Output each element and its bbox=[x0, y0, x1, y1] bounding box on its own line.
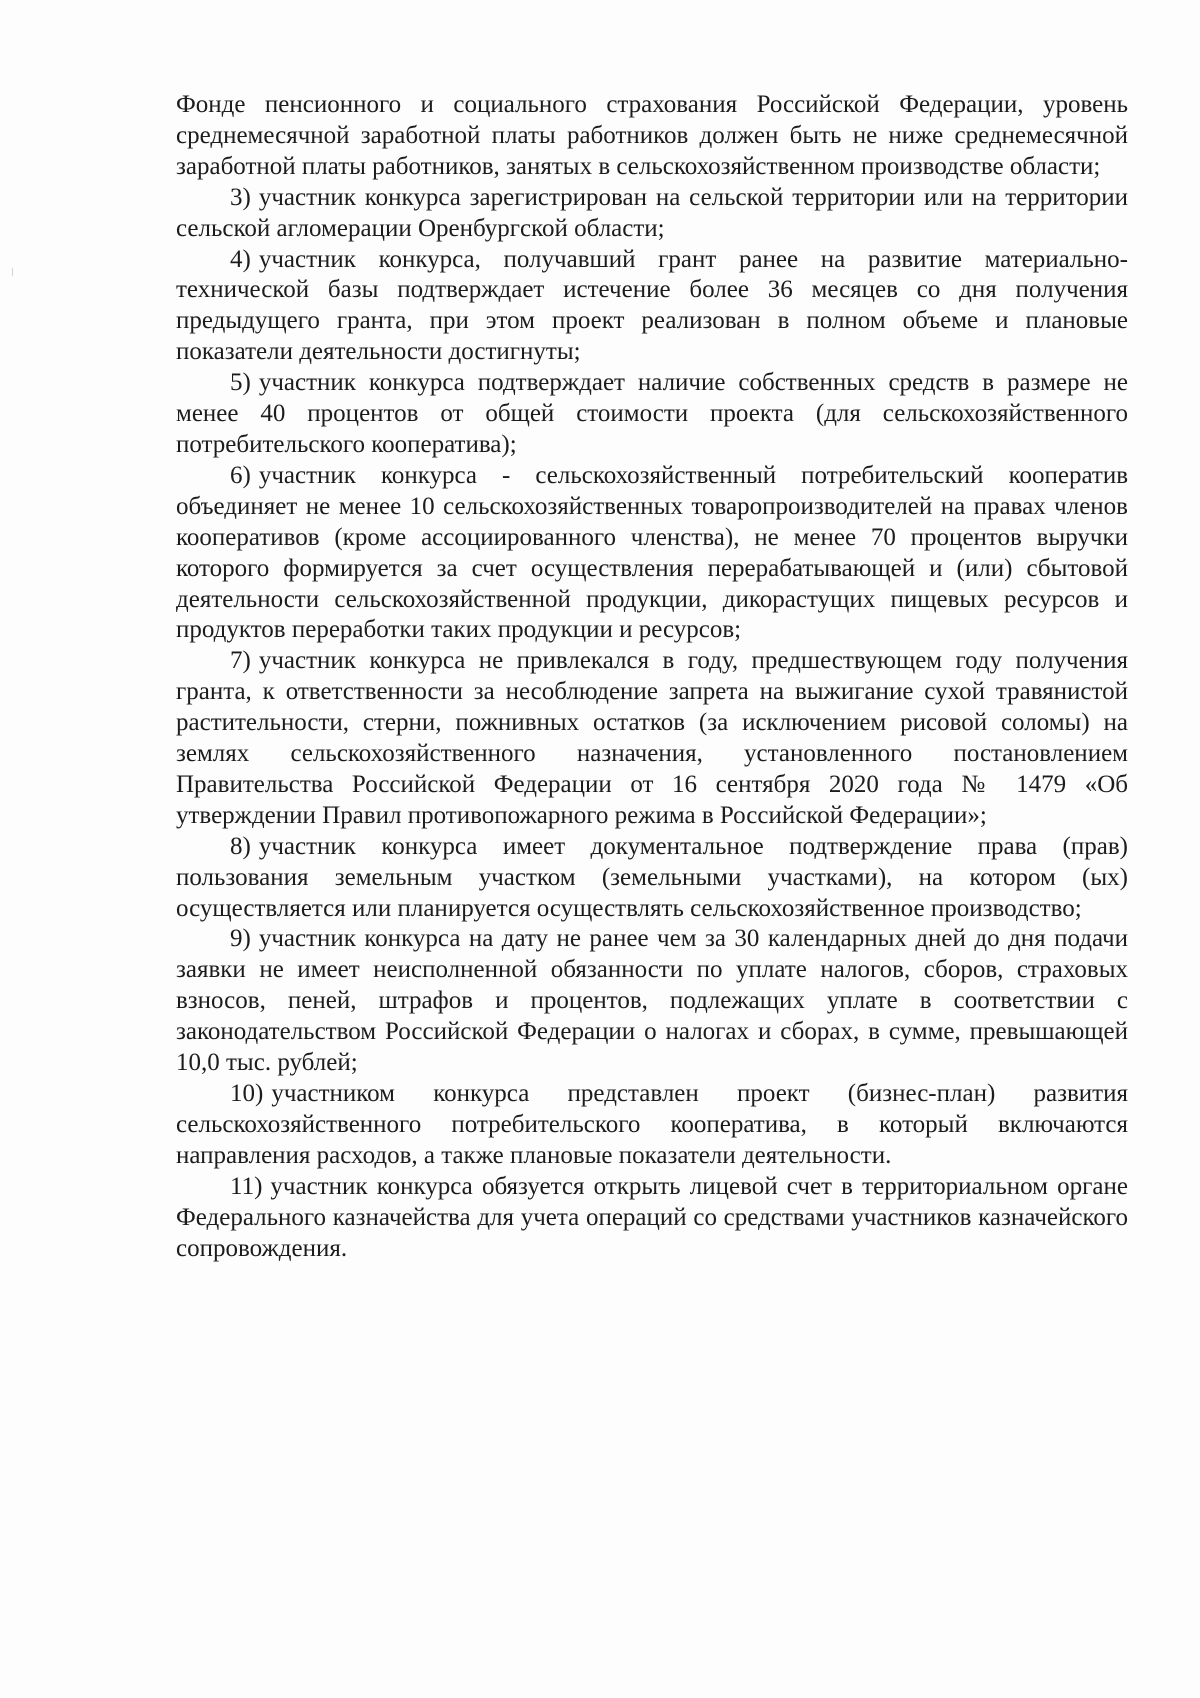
paragraph-item-10 bbox=[176, 1079, 1128, 1172]
paragraph-text: участник конкурса - сельскохозяйственный потребительский кооператив объединяет не менее 10 сельскохозяйственных товаропроизводителей на правах членов кооперативов (кроме ассоциированного членства), не менее 70 процентов выручки которого формируется за счет осуществления перерабатывающей и (или) сбытовой деятельности сельскохозяйственной продукции, дикорастущих пищевых ресурсов и продуктов переработки таких продукции и ресурсов; bbox=[176, 461, 1128, 644]
paragraph-text: участник конкурса подтверждает наличие собственных средств в размере не менее 40 процентов от общей стоимости проекта (для сельскохозяйственного потребительского кооператива); bbox=[176, 369, 1128, 458]
paragraph-text: участником конкурса представлен проект (бизнес-план) развития сельскохозяйственного потребительского кооператива, в который включаются направления расходов, а также плановые показатели деятельности. bbox=[176, 1080, 1128, 1169]
scan-artifact bbox=[12, 268, 16, 276]
paragraph-item-4 bbox=[176, 245, 1128, 369]
item-number: 7) bbox=[230, 647, 251, 675]
item-number: 8) bbox=[230, 832, 251, 860]
paragraph-continuation bbox=[176, 90, 1128, 183]
paragraph-item-5 bbox=[176, 368, 1128, 461]
paragraph-text: участник конкурса имеет документальное подтверждение права (прав) пользования земельным участком (земельными участками), на котором (ых) осуществляется или планируется осуществлять сельскохозяйственное производство; bbox=[176, 832, 1128, 922]
paragraph-text: Фонде пенсионного и социального страхования Российской Федерации, уровень среднемесячной заработной платы работников должен быть не ниже среднемесячной заработной платы работников, занятых в сельскохозяйственном производстве области; bbox=[176, 91, 1128, 180]
item-number: 6) bbox=[230, 461, 251, 489]
paragraph-item-6 bbox=[176, 461, 1128, 646]
paragraph-item-7 bbox=[176, 646, 1128, 831]
paragraph-text: участник конкурса обязуется открыть лицевой счет в территориальном органе Федерального казначейства для учета операций со средствами участников казначейского сопровождения. bbox=[176, 1172, 1128, 1262]
document-body bbox=[176, 90, 1128, 1264]
item-number: 11) bbox=[230, 1172, 263, 1200]
paragraph-item-9 bbox=[176, 924, 1128, 1079]
paragraph-item-8 bbox=[176, 832, 1128, 925]
paragraph-text: участник конкурса не привлекался в году, предшествующем году получения гранта, к ответственности за несоблюдение запрета на выжигание сухой травянистой растительности, стерни, пожнивных остатков (за исключением рисовой соломы) на землях сельскохозяйственного назначения, установленного постановлением Правительства Российской Федерации от 16 сентября 2020 года № 1479 «Об утверждении Правил противопожарного режима в Российской Федерации»; bbox=[176, 647, 1128, 829]
paragraph-text: участник конкурса зарегистрирован на сельской территории или на территории сельской агломерации Оренбургской области; bbox=[176, 183, 1128, 242]
item-number: 5) bbox=[230, 369, 251, 397]
paragraph-text: участник конкурса на дату не ранее чем за 30 календарных дней до дня подачи заявки не имеет неисполненной обязанности по уплате налогов, сборов, страховых взносов, пеней, штрафов и процентов, подлежащих уплате в соответствии с законодательством Российской Федерации о налогах и сборах, в сумме, превышающей 10,0 тыс. рублей; bbox=[176, 925, 1128, 1077]
item-number: 3) bbox=[230, 183, 251, 211]
paragraph-item-11 bbox=[176, 1172, 1128, 1265]
item-number: 4) bbox=[230, 245, 251, 273]
item-number: 9) bbox=[230, 925, 251, 953]
paragraph-item-3 bbox=[176, 183, 1128, 245]
paragraph-text: участник конкурса, получавший грант ранее на развитие материально-технической базы подтверждает истечение более 36 месяцев со дня получения предыдущего гранта, при этом проект реализован в полном объеме и плановые показатели деятельности достигнуты; bbox=[176, 245, 1128, 366]
item-number: 10) bbox=[230, 1080, 264, 1107]
